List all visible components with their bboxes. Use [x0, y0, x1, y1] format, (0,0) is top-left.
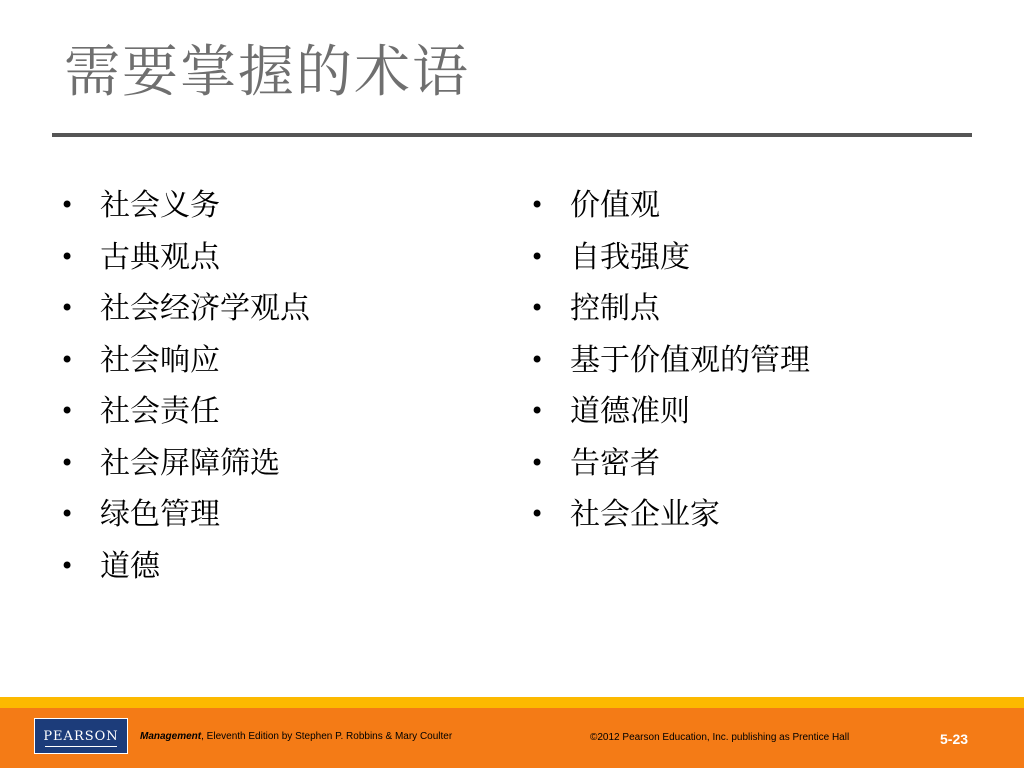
- bullet-icon: •: [530, 500, 545, 528]
- bullet-icon: •: [530, 448, 545, 477]
- list-item: [60, 335, 310, 387]
- term-label: 社会经济学观点: [100, 291, 310, 326]
- logo-underline: [45, 746, 117, 747]
- bullet-icon: •: [60, 397, 75, 425]
- list-item: [60, 180, 310, 232]
- list-item: [530, 335, 810, 387]
- bullet-icon: •: [530, 191, 545, 219]
- bullet-icon: •: [60, 345, 75, 374]
- book-title: Management: [140, 731, 202, 742]
- title-divider: [52, 133, 972, 137]
- right-term-list: [530, 180, 810, 541]
- term-label: 古典观点: [100, 239, 220, 275]
- bullet-icon: •: [530, 294, 545, 322]
- list-item: [60, 283, 310, 335]
- list-item: [60, 438, 310, 490]
- list-item: [60, 489, 310, 541]
- bullet-icon: •: [60, 294, 75, 322]
- left-term-list: [60, 180, 310, 592]
- list-item: [530, 438, 810, 490]
- term-label: 告密者: [570, 445, 660, 481]
- slide-number: 5-23: [940, 731, 969, 747]
- footer-book-credit: [140, 731, 452, 742]
- footer-stripe: [0, 697, 1024, 708]
- book-credit-text: , Eleventh Edition by Stephen P. Robbins & Mary Coulter: [201, 731, 453, 742]
- term-label: 社会企业家: [570, 497, 720, 532]
- term-label: 社会屏障筛选: [100, 445, 280, 481]
- bullet-icon: •: [530, 242, 545, 271]
- pearson-logo: [34, 718, 128, 754]
- list-item: [60, 232, 310, 284]
- bullet-icon: •: [60, 500, 75, 528]
- term-label: 自我强度: [570, 239, 690, 275]
- footer-copyright: ©2012 Pearson Education, Inc. publishing as Prentice Hall: [590, 732, 850, 743]
- list-item: [60, 541, 310, 593]
- term-label: 道德: [100, 548, 160, 584]
- bullet-icon: •: [530, 345, 545, 374]
- bullet-icon: •: [60, 242, 75, 271]
- bullet-icon: •: [530, 397, 545, 425]
- term-label: 社会响应: [100, 342, 220, 378]
- term-label: 基于价值观的管理: [570, 342, 810, 378]
- bullet-icon: •: [60, 448, 75, 477]
- term-label: 社会责任: [100, 394, 220, 429]
- term-label: 道德准则: [570, 394, 690, 429]
- term-label: 社会义务: [100, 188, 220, 223]
- logo-text: PEARSON: [43, 728, 119, 744]
- term-label: 控制点: [570, 291, 660, 326]
- bullet-icon: •: [60, 551, 75, 580]
- list-item: [530, 386, 810, 438]
- bullet-icon: •: [60, 191, 75, 219]
- list-item: [530, 489, 810, 541]
- list-item: [60, 386, 310, 438]
- list-item: [530, 283, 810, 335]
- list-item: [530, 180, 810, 232]
- list-item: [530, 232, 810, 284]
- term-label: 价值观: [570, 188, 660, 223]
- slide-title: 需要掌握的术语: [64, 40, 470, 105]
- term-label: 绿色管理: [100, 497, 220, 532]
